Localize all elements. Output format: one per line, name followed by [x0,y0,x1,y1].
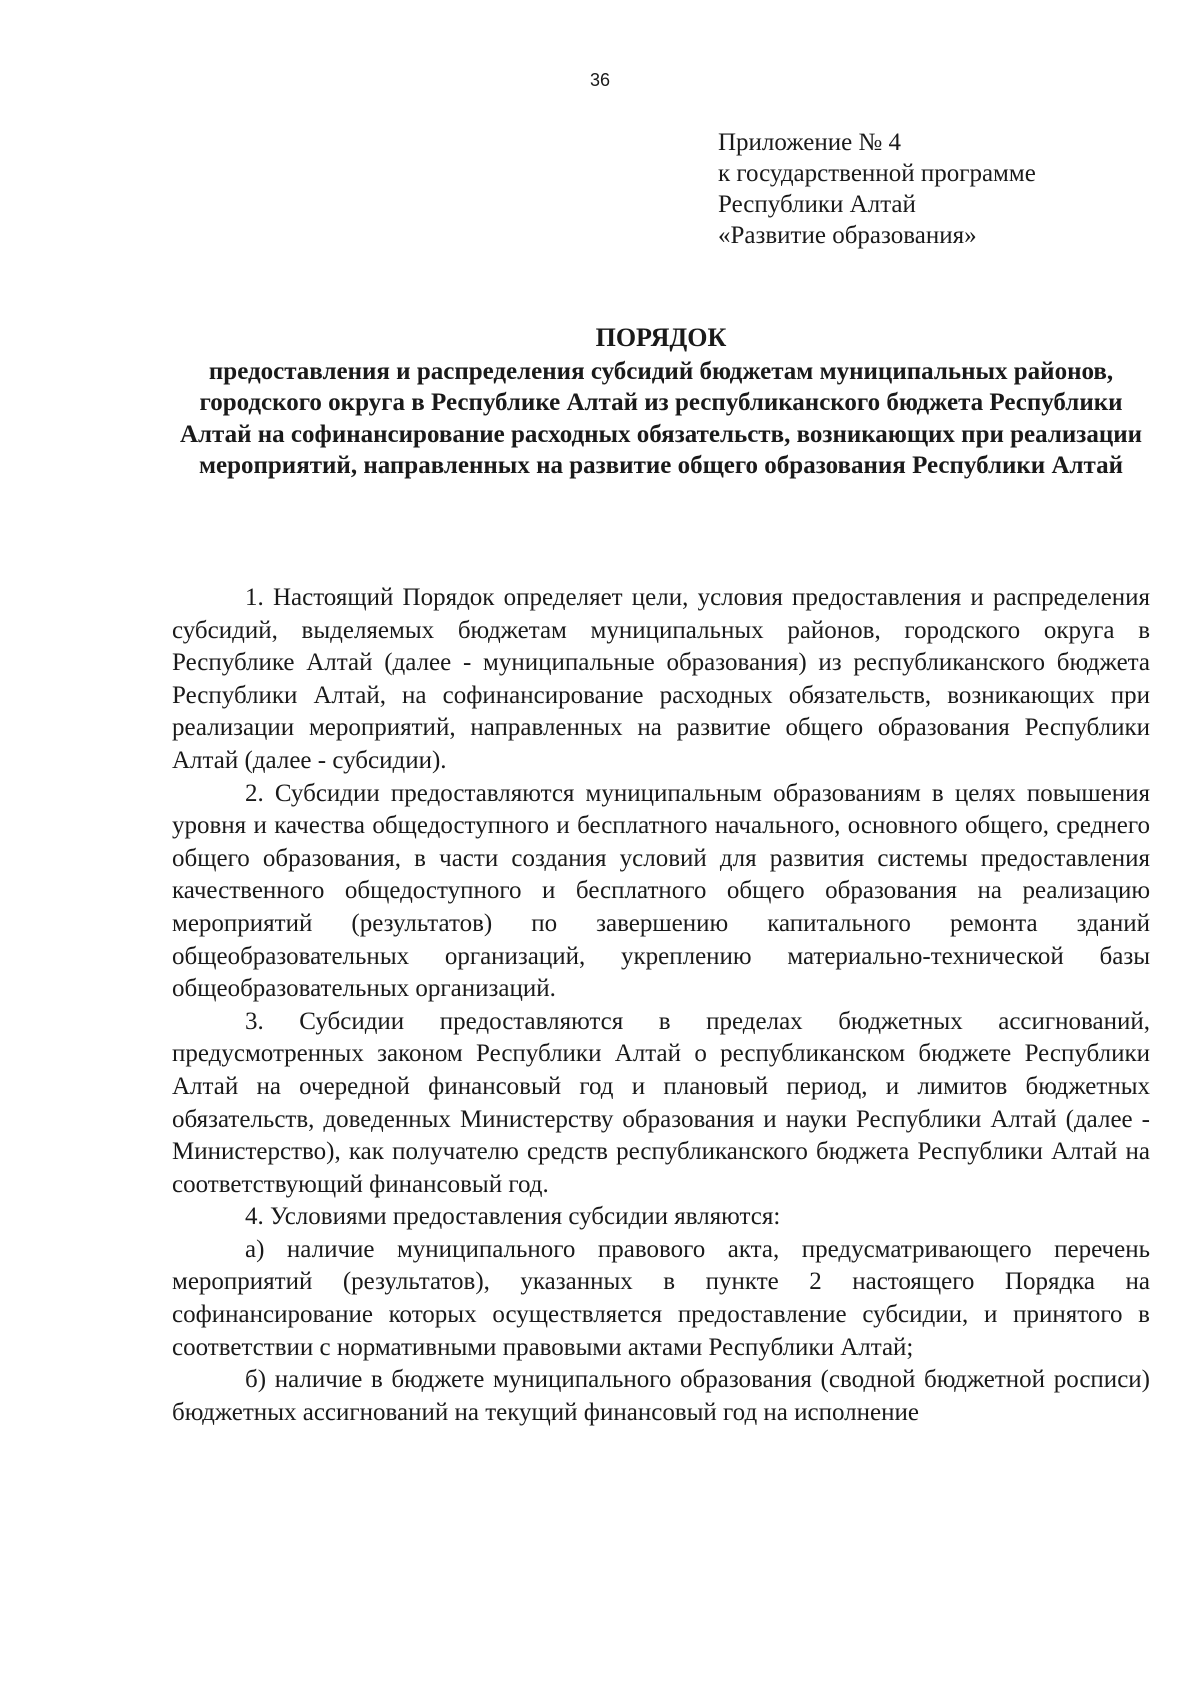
page-number: 36 [589,70,611,90]
appendix-line-3: Республики Алтай [718,191,916,218]
appendix-header [718,127,1036,251]
paragraph-2: 2. Субсидии предоставляются муниципальным образованиям в целях повышения уровня и качества общедоступного и бесплатного начального, основного общего, среднего общего образования, в части создания условий для развития системы предоставления качественного общедоступного и бесплатного общего образования на реализацию мероприятий (результатов) по завершению капитального ремонта зданий общеобразовательных организаций, укреплению материально-технической базы общеобразовательных организаций. [172,779,1150,1003]
document-subtitle: предоставления и распределения субсидий бюджетам муниципальных районов, городского округа в Республике Алтай из республиканского бюджета Республики Алтай на софинансирование расходных обязательств, возникающих при реализации мероприятий, направленных на развитие общего образования Республики Алтай [179,357,1143,479]
appendix-line-1: Приложение № 4 [718,129,902,156]
paragraph-3: 3. Субсидии предоставляются в пределах бюджетных ассигнований, предусмотренных законом Республики Алтай о республиканском бюджете Республики Алтай на очередной финансовый год и плановый период, и лимитов бюджетных обязательств, доведенных Министерству образования и науки Республики Алтай (далее - Министерство), как получателю средств республиканского бюджета Республики Алтай на соответствующий финансовый год. [172,1007,1150,1198]
document-title: ПОРЯДОК [595,323,727,352]
appendix-line-4: «Развитие образования» [718,222,977,249]
paragraph-4: 4. Условиями предоставления субсидии являются: [245,1203,781,1231]
paragraph-4a: а) наличие муниципального правового акта, предусматривающего перечень мероприятий (результатов), указанных в пункте 2 настоящего Порядка на софинансирование которых осуществляется предоставление субсидии, и принятого в соответствии с нормативными правовыми актами Республики Алтай; [172,1235,1150,1361]
paragraph-1: 1. Настоящий Порядок определяет цели, условия предоставления и распределения субсидий, выделяемых бюджетам муниципальных районов, городского округа в Республике Алтай (далее - муниципальные образования) из республиканского бюджета Республики Алтай, на софинансирование расходных обязательств, возникающих при реализации мероприятий, направленных на развитие общего образования Республики Алтай (далее - субсидии). [172,584,1150,774]
document-title-block [172,322,1150,482]
paragraph-4b: б) наличие в бюджете муниципального образования (сводной бюджетной росписи) бюджетных ассигнований на текущий финансовый год на исполнение [172,1366,1150,1426]
appendix-line-2: к государственной программе [718,160,1036,187]
document-body [172,582,1150,1429]
